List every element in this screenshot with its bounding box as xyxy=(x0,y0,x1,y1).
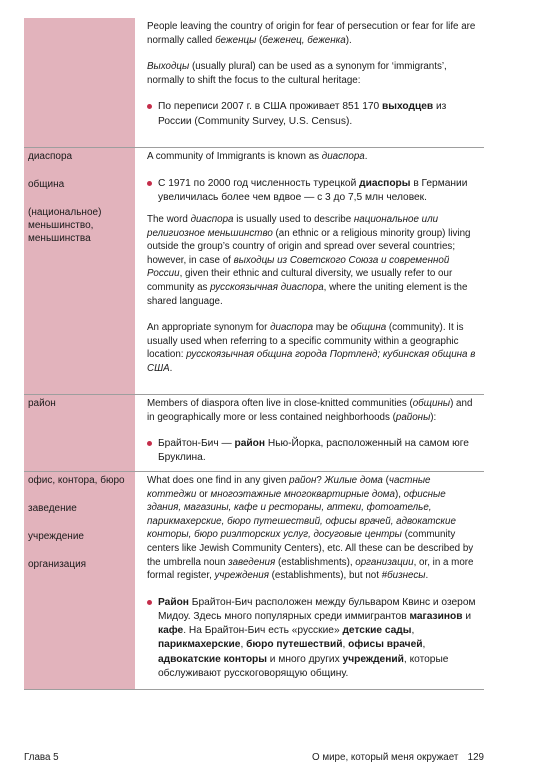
term-label: заведение xyxy=(28,503,77,514)
vocabulary-table xyxy=(24,18,484,690)
bullet-dot-icon xyxy=(147,181,152,186)
definition-cell xyxy=(135,18,484,147)
term-label: (национальное) меньшинство, меньшинства xyxy=(28,207,102,244)
example-text: Брайтон-Бич — район Нью-Йорка, расположенный на самом юге Бруклина. xyxy=(158,438,469,464)
bullet-dot-icon xyxy=(147,104,152,109)
table-row xyxy=(24,148,484,395)
term-label: учреждение xyxy=(28,531,84,542)
example-text: С 1971 по 2000 год численность турецкой диаспоры в Германии увеличилась более чем вдвое — с 3 до 7,5 млн человек. xyxy=(158,177,468,203)
definition-paragraph: Выходцы (usually plural) can be used as a synonym for ‘immigrants’, normally to shift the focus to the cultural heritage: xyxy=(147,61,447,86)
term-cell xyxy=(24,18,135,147)
example-text: По переписи 2007 г. в США проживает 851 170 выходцев из России (Community Survey, U.S. Census). xyxy=(158,101,447,127)
term-cell xyxy=(24,395,135,471)
example-bullet xyxy=(147,100,480,128)
term-label: район xyxy=(28,398,56,409)
table-row xyxy=(24,395,484,472)
page-number: 129 xyxy=(467,752,484,763)
term-cell xyxy=(24,472,135,689)
example-text: Район Брайтон-Бич расположен между бульваром Квинс и озером Мидоу. Здесь много популярных среди иммигрантов магазинов и кафе. На Брайтон-Бич есть «русские» детские сады, парикмахерские, бюро путешествий, офисы врачей, адвокатские конторы и много других учреждений, которые обслуживают русскоговорящую общину. xyxy=(158,596,476,679)
definition-paragraph: What does one find in any given район? Жилые дома (частные коттеджи or многоэтажные многоквартирные дома), офисные здания, магазины, кафе и рестораны, аптеки, фотоателье, парикмахерские, бюро путешествий, офисы врачей, адвокатские конторы, бюро риэлторских услуг, досуговые центры (community centers like Jewish Community Centers), etc. All these can be described by the umbrella noun заведения (establishments), организации, or, in a more formal register, учреждения (establishments), but not #бизнесы. xyxy=(147,475,474,582)
example-bullet xyxy=(147,596,480,681)
running-title: О мире, который меня окружает xyxy=(312,752,459,763)
chapter-label: Глава 5 xyxy=(24,752,59,763)
definition-paragraph: The word диаспора is usually used to describe национальное или религиозное меньшинство (an ethnic or a religious minority group) living outside the group’s country of origin and spread over several countries; however, in case of выходцы из Советского Союза и современной России, given their ethnic and cultural diversity, we usually refer to our community as русскоязычная диаспора, where the uniting element is the shared language. xyxy=(147,214,471,307)
term-label: организация xyxy=(28,559,87,570)
definition-paragraph: People leaving the country of origin for fear of persecution or fear for life are normally called беженцы (беженец, беженка). xyxy=(147,21,476,46)
example-bullet xyxy=(147,437,480,465)
definition-paragraph: Members of diaspora often live in close-knitted communities (общины) and in geographically more or less contained neighborhoods (районы): xyxy=(147,398,473,423)
term-label: община xyxy=(28,179,65,190)
term-label: офис, контора, бюро xyxy=(28,475,125,486)
definition-paragraph: A community of Immigrants is known as диаспора. xyxy=(147,151,368,162)
term-label: диаспора xyxy=(28,151,73,162)
bullet-dot-icon xyxy=(147,441,152,446)
example-bullet xyxy=(147,177,480,205)
term-cell xyxy=(24,148,135,394)
definition-cell xyxy=(135,472,484,689)
definition-cell xyxy=(135,148,484,394)
bullet-dot-icon xyxy=(147,600,152,605)
definition-cell xyxy=(135,395,484,471)
table-row xyxy=(24,18,484,148)
definition-paragraph: An appropriate synonym for диаспора may be община (community). It is usually used when referring to a specific community within a geographic location: русскоязычная община города Портленд; кубинская община в США. xyxy=(147,322,476,374)
table-row xyxy=(24,472,484,690)
